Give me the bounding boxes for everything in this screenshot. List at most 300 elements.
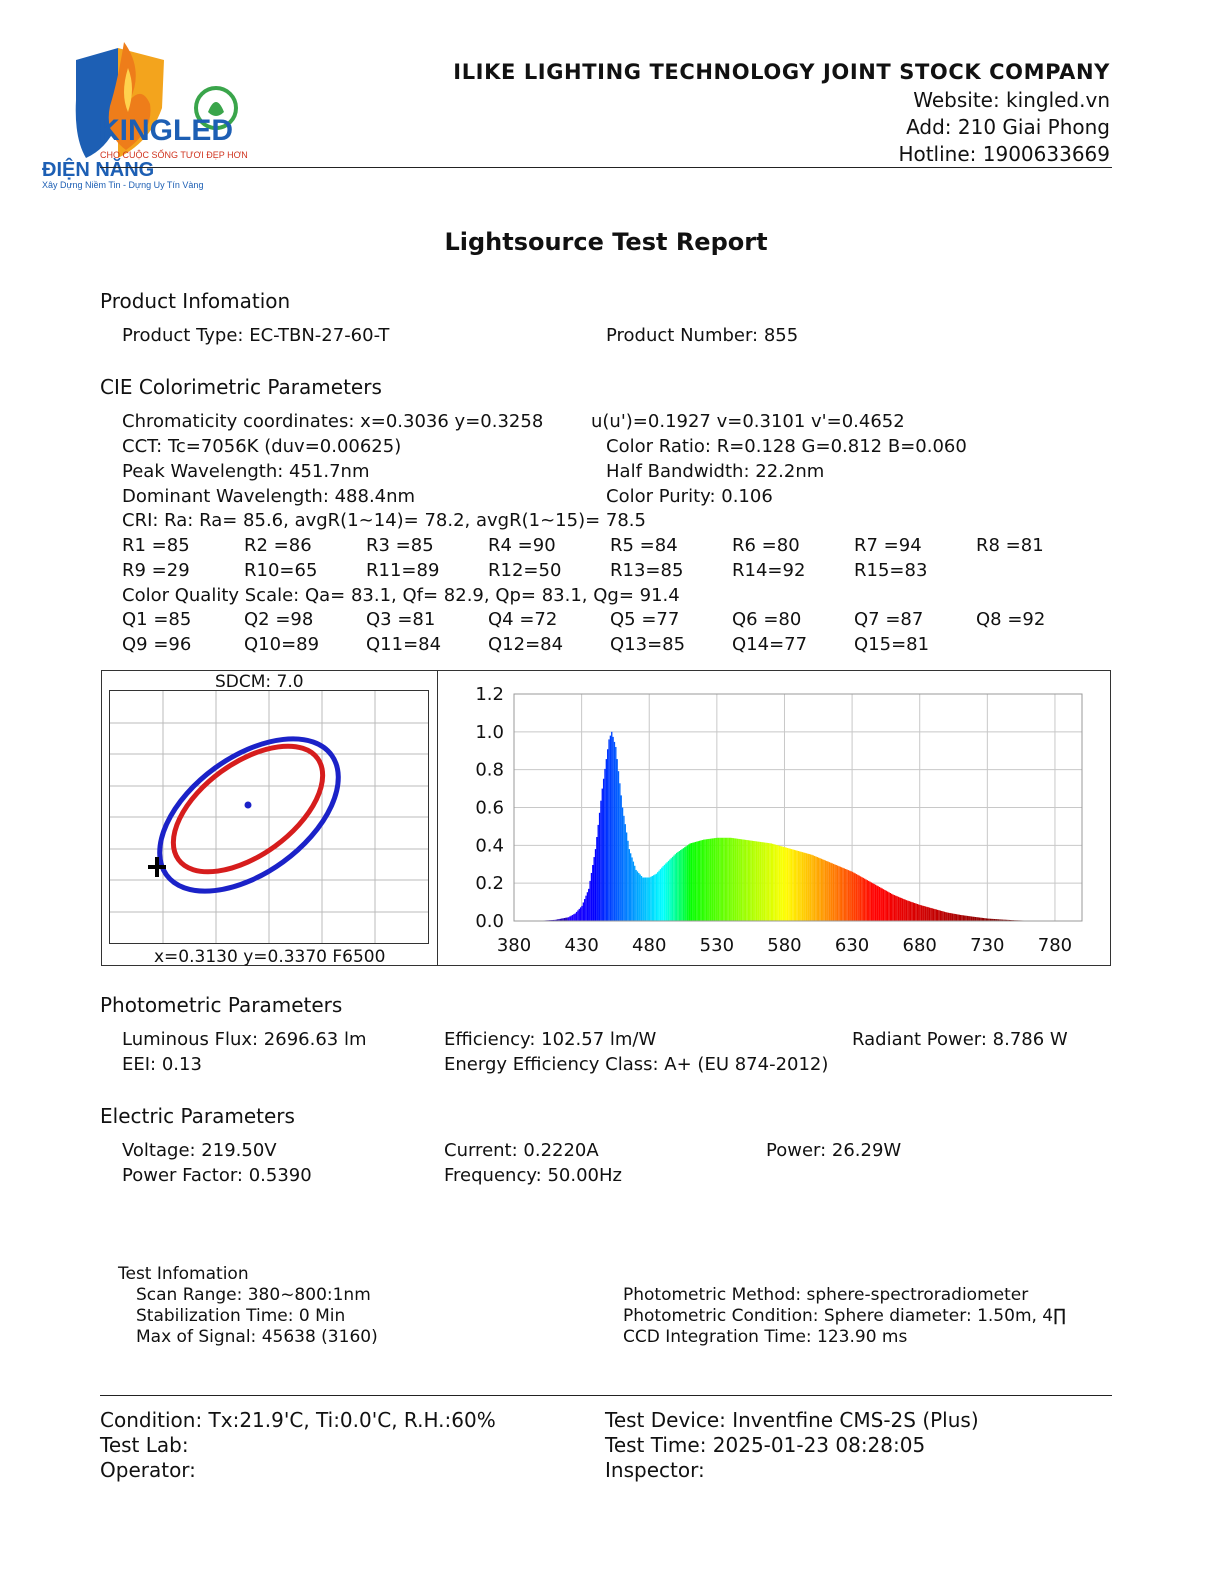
- spectrum-bar: [695, 842, 696, 921]
- spectrum-bar: [974, 917, 975, 921]
- spectrum-bar: [856, 874, 857, 921]
- spectrum-bar: [715, 838, 716, 921]
- spectrum-bar: [765, 843, 766, 921]
- spectrum-bar: [829, 862, 830, 921]
- spectrum-bar: [692, 843, 693, 921]
- photometric-method: Photometric Method: sphere-spectroradiometer: [623, 1285, 1029, 1305]
- spectrum-bar: [644, 877, 645, 921]
- sdcm-outer-ellipse: [132, 708, 365, 922]
- spectrum-bar: [872, 883, 873, 921]
- spectrum-bar: [611, 732, 612, 921]
- current: Current: 0.2220A: [444, 1140, 599, 1161]
- spectrum-bar: [669, 860, 670, 921]
- r-value: R3 =85: [366, 535, 434, 556]
- spectrum-bar: [894, 895, 895, 921]
- spectrum-bar: [852, 872, 853, 921]
- spectrum-bar: [790, 849, 791, 921]
- y-tick-label: 0.2: [475, 873, 504, 895]
- spectrum-bar: [806, 853, 807, 921]
- spectrum-bar: [884, 890, 885, 921]
- spectrum-bar: [738, 839, 739, 921]
- spectrum-bar: [711, 839, 712, 921]
- spectrum-bar: [703, 840, 704, 921]
- q-value: Q6 =80: [732, 609, 802, 630]
- spectrum-bar: [845, 869, 846, 921]
- spectrum-bar: [848, 870, 849, 921]
- spectrum-bar: [972, 917, 973, 921]
- q-value: Q5 =77: [610, 609, 680, 630]
- spectrum-bar: [748, 840, 749, 921]
- spectrum-x-ticks: [497, 935, 1072, 956]
- chromaticity: Chromaticity coordinates: x=0.3036 y=0.3258: [122, 411, 544, 432]
- spectrum-bar: [723, 838, 724, 921]
- spectrum-bar: [857, 875, 858, 921]
- svg-text:ĐIỆN NĂNG: ĐIỆN NĂNG: [42, 159, 155, 181]
- y-tick-label: 1.0: [475, 721, 504, 743]
- efficiency: Efficiency: 102.57 lm/W: [444, 1029, 657, 1050]
- kingled-logo: [38, 30, 268, 200]
- q-value: Q13=85: [610, 634, 686, 655]
- spectrum-bar: [608, 739, 609, 921]
- spectrum-bar: [591, 873, 592, 921]
- spectrum-bar: [967, 916, 968, 921]
- spectrum-bar: [702, 840, 703, 921]
- r-value: R10=65: [244, 560, 318, 581]
- spectrum-bar: [721, 838, 722, 921]
- spectrum-bar: [753, 841, 754, 921]
- r-value: R11=89: [366, 560, 440, 581]
- q-value: Q10=89: [244, 634, 320, 655]
- spectrum-bar: [956, 914, 957, 921]
- spectrum-bar: [794, 850, 795, 921]
- spectrum-bar: [960, 915, 961, 921]
- spectrum-bar: [780, 846, 781, 921]
- company-hotline: Hotline: 1900633669: [898, 142, 1110, 166]
- spectrum-bar: [680, 850, 681, 921]
- svg-text:CHO CUỘC SỐNG TƯƠI ĐẸP HƠN: CHO CUỘC SỐNG TƯƠI ĐẸP HƠN: [100, 150, 248, 160]
- spectrum-bar: [907, 901, 908, 921]
- spectrum-bar: [772, 844, 773, 921]
- spectrum-bar: [750, 841, 751, 921]
- spectrum-bar: [890, 893, 891, 921]
- x-tick-label: 380: [496, 935, 532, 956]
- spectrum-bar: [731, 838, 732, 921]
- spectrum-bar: [803, 853, 804, 921]
- spectrum-bar: [585, 896, 586, 921]
- report-title: Lightsource Test Report: [444, 228, 768, 256]
- spectrum-bar: [641, 876, 642, 921]
- spectrum-bar: [622, 808, 623, 922]
- q-value: Q4 =72: [488, 609, 558, 630]
- spectrum-bar: [573, 914, 574, 921]
- spectrum-bar: [788, 848, 789, 921]
- spectrum-bar: [826, 861, 827, 921]
- spectrum-bar: [948, 913, 949, 921]
- svg-text:Xây Dựng Niềm Tin - Dựng Uy Tí: Xây Dựng Niềm Tin - Dựng Uy Tín Vàng: [42, 180, 204, 190]
- spectrum-bar: [600, 801, 601, 921]
- spectrum-bar: [933, 909, 934, 921]
- spectrum-bar: [946, 912, 947, 921]
- spectrum-bar: [814, 856, 815, 921]
- spectrum-chart: [440, 672, 1108, 964]
- spectrum-bar: [754, 841, 755, 921]
- spectrum-bar: [929, 908, 930, 921]
- spectrum-bar: [880, 888, 881, 921]
- spectrum-bar: [599, 813, 600, 921]
- x-tick-label: 630: [834, 935, 870, 956]
- spectrum-bar: [928, 907, 929, 921]
- spectrum-bar: [787, 848, 788, 921]
- color-purity: Color Purity: 0.106: [606, 486, 773, 507]
- spectrum-bar: [581, 906, 582, 921]
- spectrum-bar: [684, 847, 685, 921]
- spectrum-bar: [957, 914, 958, 921]
- spectrum-bar: [776, 845, 777, 921]
- spectrum-bar: [756, 841, 757, 921]
- spectrum-bar: [822, 859, 823, 921]
- spectrum-bar: [616, 759, 617, 921]
- spectrum-bar: [853, 873, 854, 921]
- spectrum-bar: [722, 838, 723, 921]
- spectrum-bar: [968, 916, 969, 921]
- spectrum-bar: [795, 850, 796, 921]
- spectrum-bar: [577, 910, 578, 921]
- spectrum-bar: [877, 886, 878, 921]
- spectrum-bar: [639, 874, 640, 921]
- r-value: R8 =81: [976, 535, 1044, 556]
- spectrum-bar: [604, 769, 605, 921]
- spectrum-bar: [635, 870, 636, 921]
- spectrum-bar: [654, 874, 655, 921]
- spectrum-bar: [773, 844, 774, 921]
- frequency: Frequency: 50.00Hz: [444, 1165, 622, 1186]
- r-value: R4 =90: [488, 535, 556, 556]
- spectrum-bar: [902, 898, 903, 921]
- spectrum-bar: [840, 867, 841, 921]
- r-value: R13=85: [610, 560, 684, 581]
- spectrum-bar: [800, 852, 801, 921]
- spectrum-bar: [834, 864, 835, 921]
- spectrum-bar: [633, 862, 634, 921]
- spectrum-bars: [535, 732, 1031, 921]
- spectrum-bar: [671, 858, 672, 921]
- x-tick-label: 580: [767, 935, 802, 956]
- spectrum-bar: [708, 839, 709, 921]
- spectrum-bar: [979, 918, 980, 921]
- x-tick-label: 530: [699, 935, 735, 956]
- spectrum-bar: [579, 909, 580, 921]
- radiant-power: Radiant Power: 8.786 W: [852, 1029, 1068, 1050]
- spectrum-bar: [725, 838, 726, 921]
- spectrum-bar: [735, 839, 736, 921]
- spectrum-bar: [891, 894, 892, 921]
- spectrum-bar: [677, 852, 678, 921]
- spectrum-bar: [863, 878, 864, 921]
- spectrum-bar: [875, 885, 876, 921]
- spectrum-bar: [694, 842, 695, 921]
- spectrum-bar: [603, 779, 604, 921]
- spectrum-bar: [918, 904, 919, 921]
- spectrum-bar: [615, 747, 616, 921]
- spectrum-bar: [658, 871, 659, 921]
- spectrum-bar: [944, 912, 945, 921]
- spectrum-bar: [830, 863, 831, 921]
- spectrum-bar: [809, 854, 810, 921]
- spectrum-bar: [823, 860, 824, 921]
- spectrum-bar: [745, 840, 746, 921]
- spectrum-bar: [679, 851, 680, 921]
- spectrum-bar: [584, 899, 585, 921]
- spectrum-bar: [696, 842, 697, 921]
- spectrum-bar: [642, 877, 643, 921]
- spectrum-bar: [934, 909, 935, 921]
- spectrum-bar: [595, 849, 596, 921]
- spectrum-bar: [631, 857, 632, 921]
- spectrum-bar: [922, 906, 923, 921]
- spectrum-bar: [919, 905, 920, 921]
- spectrum-bar: [741, 839, 742, 921]
- dominant-wavelength: Dominant Wavelength: 488.4nm: [122, 486, 416, 507]
- spectrum-bar: [714, 838, 715, 921]
- test-lab: Test Lab:: [100, 1433, 189, 1457]
- measured-point: [245, 802, 252, 809]
- spectrum-bar: [733, 838, 734, 921]
- spectrum-bar: [769, 843, 770, 921]
- spectrum-bar: [945, 912, 946, 921]
- spectrum-bar: [672, 857, 673, 921]
- sdcm-label: SDCM: 7.0: [215, 672, 304, 692]
- spectrum-bar: [629, 849, 630, 921]
- cct: CCT: Tc=7056K (duv=0.00625): [122, 436, 402, 457]
- spectrum-bar: [903, 899, 904, 921]
- spectrum-bar: [810, 854, 811, 921]
- spectrum-bar: [849, 871, 850, 921]
- spectrum-bar: [892, 895, 893, 921]
- spectrum-bar: [742, 839, 743, 921]
- spectrum-bar: [710, 839, 711, 921]
- spectrum-bar: [752, 841, 753, 921]
- spectrum-bar: [913, 903, 914, 921]
- spectrum-bar: [656, 874, 657, 921]
- spectrum-bar: [844, 868, 845, 921]
- spectrum-bar: [676, 853, 677, 921]
- spectrum-bar: [761, 842, 762, 921]
- spectrum-bar: [819, 858, 820, 921]
- spectrum-bar: [646, 877, 647, 921]
- spectrum-bar: [868, 881, 869, 921]
- product-type: Product Type: EC-TBN-27-60-T: [122, 325, 390, 346]
- spectrum-bar: [740, 839, 741, 921]
- photometric-condition: Photometric Condition: Sphere diameter: 1.50m, 4∏: [623, 1306, 1066, 1326]
- sdcm-plot: [109, 690, 429, 944]
- scan-range: Scan Range: 380~800:1nm: [136, 1285, 371, 1305]
- q-value: Q8 =92: [976, 609, 1046, 630]
- spectrum-bar: [734, 838, 735, 921]
- spectrum-bar: [767, 843, 768, 921]
- spectrum-bar: [661, 868, 662, 921]
- y-tick-label: 0.0: [475, 911, 504, 932]
- spectrum-bar: [626, 832, 627, 921]
- spectrum-bar: [758, 842, 759, 921]
- spectrum-bar: [911, 902, 912, 921]
- spectrum-bar: [855, 873, 856, 921]
- spectrum-bar: [665, 863, 666, 921]
- spectrum-bar: [607, 749, 608, 921]
- r-value: R6 =80: [732, 535, 800, 556]
- spectrum-bar: [637, 871, 638, 921]
- spectrum-bar: [969, 916, 970, 921]
- spectrum-bar: [588, 889, 589, 921]
- spectrum-bar: [648, 877, 649, 921]
- spectrum-bar: [662, 866, 663, 921]
- spectrum-bar: [683, 848, 684, 921]
- spectrum-bar: [606, 759, 607, 921]
- inspector: Inspector:: [605, 1458, 705, 1482]
- header-divider: [100, 167, 1112, 168]
- spectrum-bar: [895, 896, 896, 921]
- y-tick-label: 1.2: [475, 684, 504, 705]
- r-value: R14=92: [732, 560, 806, 581]
- spectrum-bar: [896, 896, 897, 921]
- operator: Operator:: [100, 1458, 196, 1482]
- test-info-heading: Test Infomation: [118, 1264, 249, 1284]
- max-signal: Max of Signal: 45638 (3160): [136, 1327, 378, 1347]
- spectrum-bar: [873, 884, 874, 921]
- spectrum-bar: [799, 851, 800, 921]
- spectrum-bar: [699, 841, 700, 921]
- spectrum-bar: [706, 839, 707, 921]
- spectrum-bar: [978, 917, 979, 921]
- spectrum-bar: [688, 844, 689, 921]
- spectrum-bar: [749, 840, 750, 921]
- spectrum-bar: [964, 916, 965, 921]
- spectrum-bar: [914, 903, 915, 921]
- spectrum-bar: [965, 916, 966, 921]
- spectrum-bar: [572, 915, 573, 921]
- q-value: Q9 =96: [122, 634, 192, 655]
- chart-panel-divider: [437, 670, 438, 966]
- company-name: ILIKE LIGHTING TECHNOLOGY JOINT STOCK COMPANY: [453, 60, 1110, 84]
- q-value: Q7 =87: [854, 609, 924, 630]
- r-value: R5 =84: [610, 535, 678, 556]
- spectrum-bar: [596, 837, 597, 921]
- spectrum-bar: [869, 882, 870, 921]
- spectrum-bar: [917, 904, 918, 921]
- spectrum-bar: [685, 846, 686, 921]
- sdcm-reference: x=0.3130 y=0.3370 F6500: [154, 947, 386, 967]
- spectrum-bar: [667, 862, 668, 921]
- spectrum-bar: [865, 879, 866, 921]
- spectrum-bar: [744, 840, 745, 921]
- spectrum-bar: [576, 912, 577, 921]
- product-number: Product Number: 855: [606, 325, 799, 346]
- spectrum-bar: [836, 865, 837, 921]
- spectrum-bar: [589, 881, 590, 921]
- x-tick-label: 430: [564, 935, 599, 956]
- spectrum-bar: [598, 825, 599, 921]
- spectrum-bar: [593, 857, 594, 921]
- spectrum-bar: [713, 838, 714, 921]
- spectrum-y-ticks: [475, 684, 504, 932]
- q-value: Q11=84: [366, 634, 442, 655]
- spectrum-bar: [657, 872, 658, 921]
- spectrum-bar: [938, 910, 939, 921]
- spectrum-bar: [784, 847, 785, 921]
- spectrum-bar: [783, 847, 784, 921]
- spectrum-bar: [583, 902, 584, 921]
- spectrum-bar: [861, 877, 862, 921]
- spectrum-bar: [645, 877, 646, 921]
- spectrum-bar: [704, 839, 705, 921]
- spectrum-bar: [925, 906, 926, 921]
- spectrum-bar: [951, 913, 952, 921]
- footer-divider: [100, 1395, 1112, 1396]
- spectrum-bar: [941, 911, 942, 921]
- spectrum-bar: [796, 851, 797, 921]
- spectrum-bar: [817, 857, 818, 921]
- spectrum-bar: [781, 846, 782, 921]
- spectrum-bar: [879, 887, 880, 921]
- spectrum-bar: [726, 838, 727, 921]
- eei: EEI: 0.13: [122, 1054, 202, 1075]
- spectrum-bar: [771, 843, 772, 921]
- spectrum-bar: [569, 916, 570, 921]
- spectrum-bar: [850, 871, 851, 921]
- test-device: Test Device: Inventfine CMS-2S (Plus): [605, 1408, 979, 1432]
- spectrum-bar: [618, 771, 619, 921]
- spectrum-bar: [940, 911, 941, 921]
- spectrum-bar: [876, 885, 877, 921]
- spectrum-bar: [864, 879, 865, 921]
- spectrum-bar: [942, 911, 943, 921]
- spectrum-bar: [883, 889, 884, 921]
- spectrum-bar: [587, 892, 588, 921]
- spectrum-bar: [837, 866, 838, 921]
- spectrum-bar: [652, 876, 653, 921]
- energy-class: Energy Efficiency Class: A+ (EU 874-2012): [444, 1054, 829, 1075]
- q-value: Q15=81: [854, 634, 930, 655]
- y-tick-label: 0.8: [475, 759, 504, 781]
- sdcm-grid: [110, 691, 428, 943]
- cie-heading: CIE Colorimetric Parameters: [100, 375, 382, 399]
- electric-heading: Electric Parameters: [100, 1104, 295, 1128]
- spectrum-bar: [955, 914, 956, 921]
- spectrum-bar: [660, 869, 661, 921]
- spectrum-bar: [638, 873, 639, 921]
- spectrum-bar: [792, 849, 793, 921]
- spectrum-bar: [798, 851, 799, 921]
- power-factor: Power Factor: 0.5390: [122, 1165, 312, 1186]
- spectrum-bar: [905, 900, 906, 921]
- spectrum-bar: [882, 888, 883, 921]
- spectrum-bar: [625, 824, 626, 921]
- spectrum-bar: [930, 908, 931, 921]
- r-value: R1 =85: [122, 535, 190, 556]
- spectrum-bar: [727, 838, 728, 921]
- spectrum-bar: [936, 909, 937, 921]
- spectrum-bar: [619, 783, 620, 921]
- spectrum-bar: [580, 907, 581, 921]
- spectrum-bar: [673, 856, 674, 921]
- spectrum-bar: [681, 849, 682, 921]
- spectrum-bar: [627, 841, 628, 921]
- spectrum-bar: [687, 845, 688, 921]
- q-value: Q3 =81: [366, 609, 436, 630]
- spectrum-bar: [707, 839, 708, 921]
- photometric-heading: Photometric Parameters: [100, 993, 343, 1017]
- spectrum-bar: [871, 882, 872, 921]
- spectrum-bar: [602, 789, 603, 921]
